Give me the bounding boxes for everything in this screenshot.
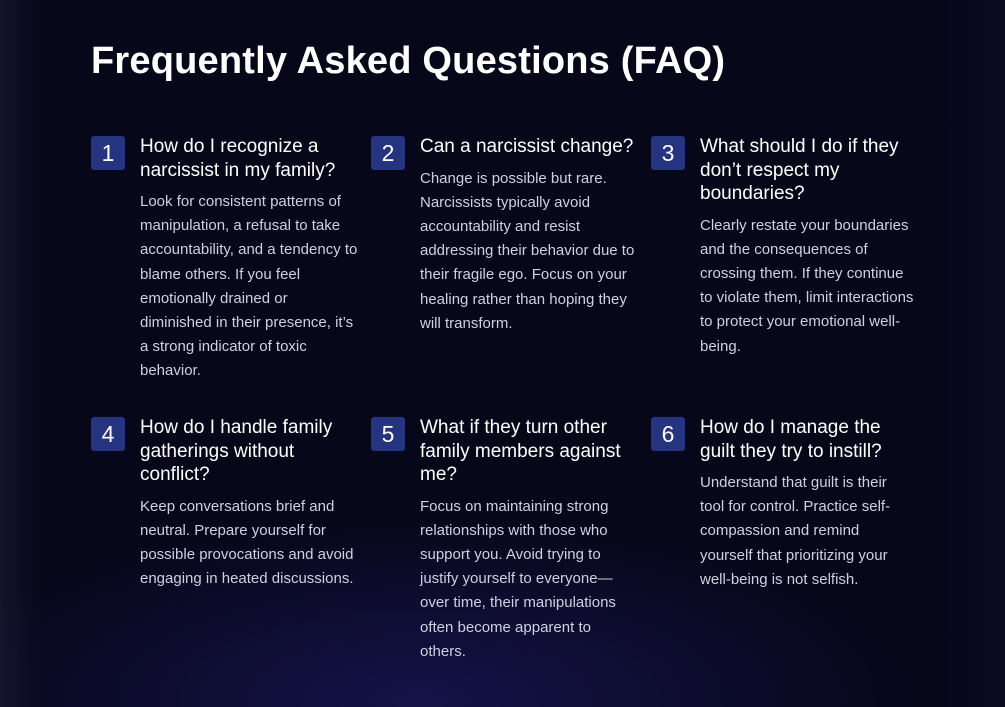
faq-number-badge: 6 bbox=[651, 417, 685, 451]
faq-question: How do I manage the guilt they try to instill? bbox=[700, 417, 882, 462]
faq-answer: Look for consistent patterns of manipulation, a refusal to take accountability, and a tendency to blame others. If you feel emotionally drained or diminished in their presence, it’s a strong indicator of toxic behavior. bbox=[140, 193, 358, 380]
faq-number-badge: 2 bbox=[371, 136, 405, 170]
faq-item-3 bbox=[651, 136, 921, 417]
faq-number-badge: 3 bbox=[651, 136, 685, 170]
faq-content bbox=[140, 417, 360, 591]
faq-answer: Change is possible but rare. Narcissists typically avoid accountability and resist addressing their behavior due to their fragile ego. Focus on your healing rather than hoping they will transform. bbox=[420, 169, 635, 332]
faq-item-4 bbox=[91, 417, 371, 677]
faq-answer: Keep conversations brief and neutral. Prepare yourself for possible provocations and avoid engaging in heated discussions. bbox=[140, 497, 354, 588]
faq-item-2 bbox=[371, 136, 651, 417]
page-title: Frequently Asked Questions (FAQ) bbox=[91, 40, 726, 82]
faq-answer: Focus on maintaining strong relationships with those who support you. Avoid trying to justify yourself to everyone—over time, their manipulations often become apparent to others. bbox=[420, 497, 616, 660]
faq-content bbox=[700, 136, 915, 359]
faq-question: How do I recognize a narcissist in my family? bbox=[140, 136, 336, 181]
faq-item-5 bbox=[371, 417, 651, 677]
faq-number-badge: 1 bbox=[91, 136, 125, 170]
faq-item-1 bbox=[91, 136, 371, 417]
faq-number-badge: 4 bbox=[91, 417, 125, 451]
faq-item-6 bbox=[651, 417, 921, 677]
faq-question: What should I do if they don’t respect my boundaries? bbox=[700, 136, 899, 204]
faq-number-badge: 5 bbox=[371, 417, 405, 451]
faq-content bbox=[700, 417, 915, 592]
faq-answer: Understand that guilt is their tool for control. Practice self-compassion and remind yourself that prioritizing your well-being is not selfish. bbox=[700, 474, 891, 588]
faq-question: What if they turn other family members against me? bbox=[420, 417, 621, 485]
faq-grid bbox=[91, 136, 921, 677]
faq-content bbox=[420, 136, 640, 336]
faq-question: Can a narcissist change? bbox=[420, 136, 634, 157]
faq-answer: Clearly restate your boundaries and the consequences of crossing them. If they continue to violate them, limit interactions to protect your emotional well-being. bbox=[700, 216, 914, 355]
faq-content bbox=[140, 136, 360, 384]
faq-content bbox=[420, 417, 640, 664]
faq-question: How do I handle family gatherings without conflict? bbox=[140, 417, 333, 485]
